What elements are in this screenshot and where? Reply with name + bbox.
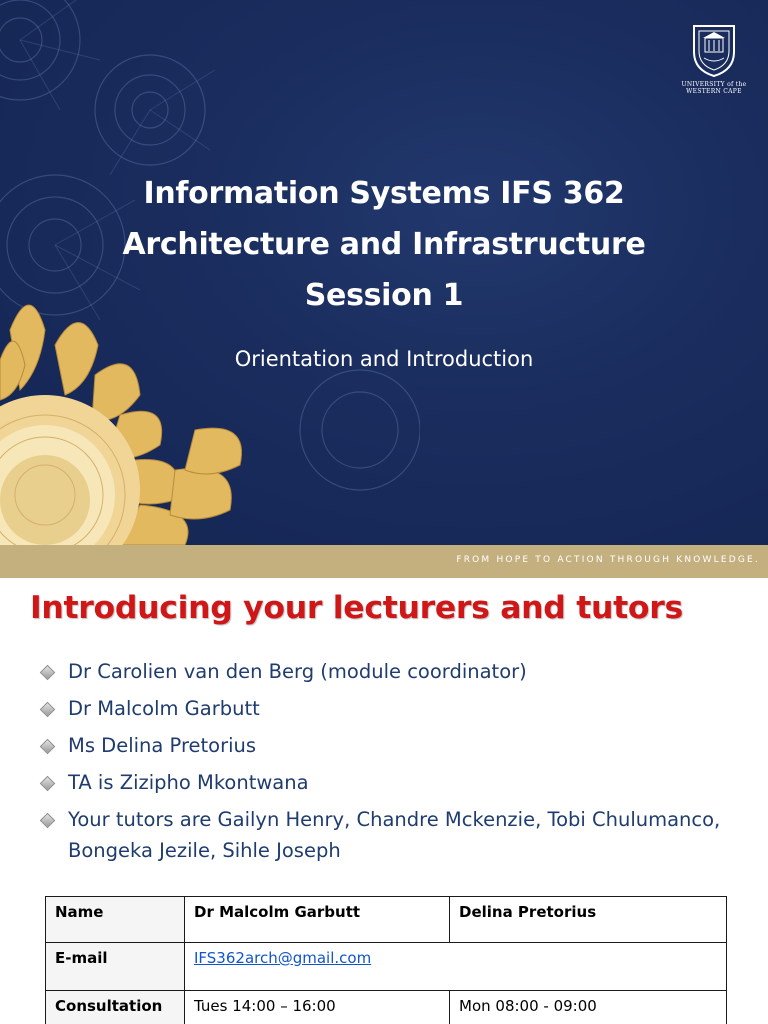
list-item: [38, 730, 758, 761]
lecturers-slide: [0, 578, 768, 1024]
diamond-bullet-icon: [40, 702, 56, 718]
diamond-bullet-icon: [40, 813, 56, 829]
staff-contact-table: [45, 896, 727, 1024]
table-cell: Dr Malcolm Garbutt: [185, 897, 450, 943]
title-line-1: Information Systems IFS 362: [143, 176, 625, 211]
list-item-text: Dr Malcolm Garbutt: [68, 697, 260, 720]
table-cell-label: E-mail: [46, 943, 185, 991]
title-line-2: Architecture and Infrastructure: [122, 227, 646, 262]
table-cell-label: Name: [46, 897, 185, 943]
university-name-line1: UNIVERSITY of the: [681, 81, 747, 88]
slide-heading: Introducing your lecturers and tutors: [30, 590, 683, 626]
list-item-text: Ms Delina Pretorius: [68, 734, 257, 757]
tagline-bar: [0, 545, 768, 578]
staff-bullet-list: [38, 656, 758, 872]
table-cell: [185, 943, 727, 991]
list-item: [38, 693, 758, 724]
table-cell: Delina Pretorius: [450, 897, 727, 943]
table-row: [46, 897, 727, 943]
list-item: [38, 767, 758, 798]
diamond-bullet-icon: [40, 739, 56, 755]
university-name-line2: WESTERN CAPE: [686, 88, 742, 95]
table-row: [46, 943, 727, 991]
university-logo: [672, 22, 756, 110]
university-name: [672, 81, 756, 95]
list-item-text: Your tutors are Gailyn Henry, Chandre Mckenzie, Tobi Chulumanco, Bongeka Jezile, Sihle Joseph: [68, 808, 721, 862]
title-line-3: Session 1: [304, 278, 464, 313]
slide-title: [0, 168, 768, 321]
email-link[interactable]: IFS362arch@gmail.com: [194, 949, 372, 967]
list-item: [38, 656, 758, 687]
university-crest-icon: [689, 22, 739, 78]
diamond-bullet-icon: [40, 776, 56, 792]
table-cell: Tues 14:00 – 16:00: [185, 991, 450, 1024]
diamond-bullet-icon: [40, 665, 56, 681]
table-row: [46, 991, 727, 1024]
tagline: FROM HOPE TO ACTION THROUGH KNOWLEDGE.: [456, 555, 760, 565]
slide-subtitle: Orientation and Introduction: [234, 347, 534, 371]
list-item: [38, 804, 758, 866]
table-cell: Mon 08:00 - 09:00: [450, 991, 727, 1024]
list-item-text: TA is Zizipho Mkontwana: [68, 771, 309, 794]
list-item-text: Dr Carolien van den Berg (module coordinator): [68, 660, 527, 683]
table-cell-label: Consultation: [46, 991, 185, 1024]
